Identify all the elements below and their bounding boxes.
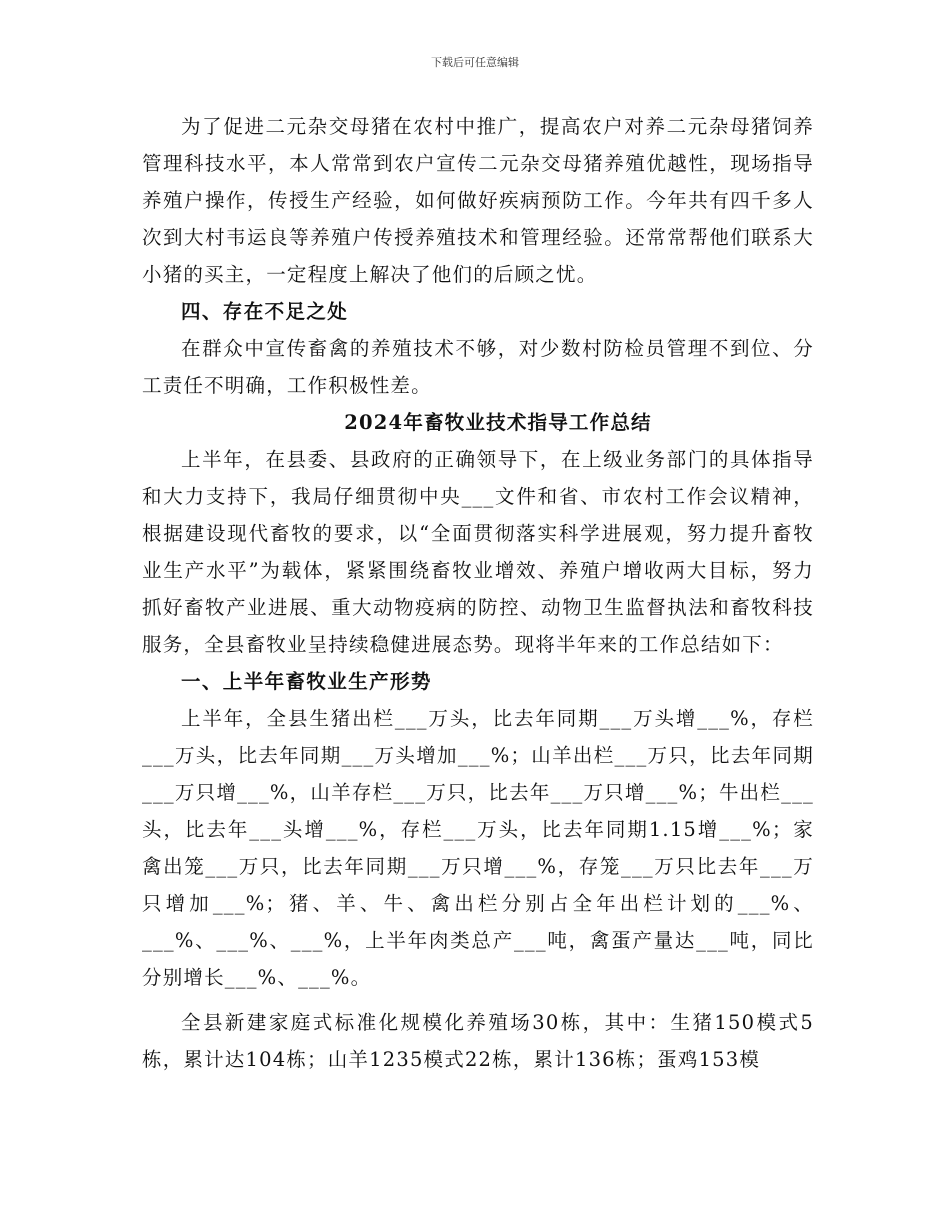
document-body bbox=[142, 108, 814, 1078]
page-header: 下载后可任意编辑 bbox=[431, 56, 519, 69]
document-title: 2024年畜牧业技术指导工作总结 bbox=[344, 411, 652, 434]
paragraph-shortcomings: 在群众中宣传畜禽的养殖技术不够，对少数村防检员管理不到位、分工责任不明确，工作积极性差。 bbox=[142, 337, 814, 397]
section-heading-production: 一、上半年畜牧业生产形势 bbox=[181, 670, 432, 693]
paragraph-promotion: 为了促进二元杂交母猪在农村中推广，提高农户对养二元杂母猪饲养管理科技水平，本人常常到农户宣传二元杂交母猪养殖优越性，现场指导养殖户操作，传授生产经验，如何做好疾病预防工作。今年共有四千多人次到大村韦运良等养殖户传授养殖技术和管理经验。还常常帮他们联系大小猪的买主，一定程度上解决了他们的后顾之忧。 bbox=[142, 115, 814, 286]
paragraph-production-stats: 上半年，全县生猪出栏___万头，比去年同期___万头增___%，存栏___万头，比去年同期___万头增加___%；山羊出栏___万只，比去年同期___万只增___%，山羊存栏___万只，比去年___万只增___%；牛出栏___头，比去年___头增___%，存栏___万头，比去年同期1.15增___%；家禽出笼___万只，比去年同期___万只增___%，存笼___万只比去年___万只增加___%；猪、羊、牛、禽出栏分别占全年出栏计划的___%、___%、___%、___%，上半年肉类总产___吨，禽蛋产量达___吨，同比分别增长___%、___%。 bbox=[142, 707, 814, 989]
section-heading-shortcomings: 四、存在不足之处 bbox=[181, 300, 349, 323]
paragraph-intro: 上半年，在县委、县政府的正确领导下，在上级业务部门的具体指导和大力支持下，我局仔细贯彻中央___文件和省、市农村工作会议精神，根据建设现代畜牧的要求，以“全面贯彻落实科学进展观，努力提升畜牧业生产水平”为载体，紧紧围绕畜牧业增效、养殖户增收两大目标，努力抓好畜牧产业进展、重大动物疫病的防控、动物卫生监督执法和畜牧科技服务，全县畜牧业呈持续稳健进展态势。现将半年来的工作总结如下： bbox=[142, 448, 814, 656]
paragraph-new-farms: 全县新建家庭式标准化规模化养殖场30栋，其中：生猪150模式5栋，累计达104栋；山羊1235模式22栋，累计136栋；蛋鸡153模 bbox=[142, 1011, 814, 1071]
